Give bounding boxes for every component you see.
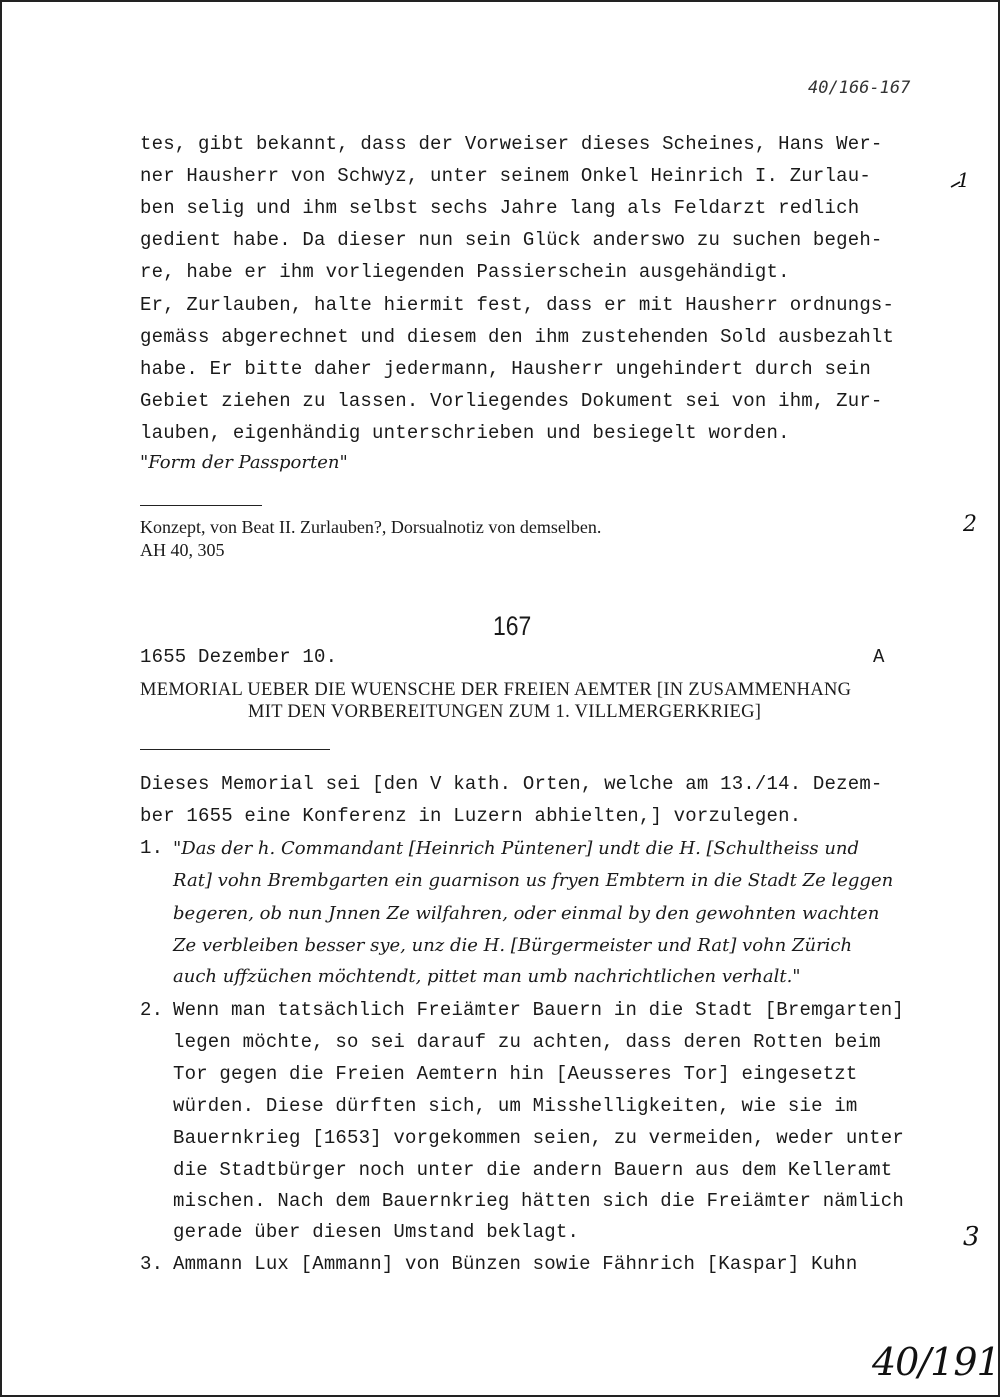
item-line: mischen. Nach dem Bauernkrieg hätten sich die Freiämter nämlich	[173, 1190, 904, 1212]
item-number: 1.	[140, 837, 164, 859]
doc166-line: ner Hausherr von Schwyz, unter seinem Onkel Heinrich I. Zurlau-	[140, 165, 871, 187]
doc166-line: habe. Er bitte daher jedermann, Hausherr ungehindert durch sein	[140, 358, 871, 380]
document-title: MIT DEN VORBEREITUNGEN ZUM 1. VILLMERGERKRIEG]	[248, 702, 762, 722]
margin-mark-1: 1	[957, 168, 970, 192]
doc166-line: gedient habe. Da dieser nun sein Glück anderswo zu suchen begeh-	[140, 229, 883, 251]
doc166-line: re, habe er ihm vorliegenden Passierschein ausgehändigt.	[140, 261, 790, 283]
doc166-line: Gebiet ziehen zu lassen. Vorliegendes Dokument sei von ihm, Zur-	[140, 390, 883, 412]
item-line: legen möchte, so sei darauf zu achten, dass deren Rotten beim	[173, 1031, 881, 1053]
source-note: Konzept, von Beat II. Zurlauben?, Dorsualnotiz von demselben.	[140, 517, 602, 537]
item-line: Wenn man tatsächlich Freiämter Bauern in die Stadt [Bremgarten]	[173, 999, 904, 1021]
document-number: 167	[493, 611, 532, 641]
margin-mark-2: 2	[963, 512, 977, 537]
item-line: auch uffzüchen möchtendt, pittet man umb nachrichtlichen verhalt."	[173, 966, 801, 987]
item-line: Ammann Lux [Ammann] von Bünzen sowie Fähnrich [Kaspar] Kuhn	[173, 1253, 858, 1275]
doc166-line: lauben, eigenhändig unterschrieben und besiegelt worden.	[140, 422, 790, 444]
handwritten-folio: 40/191	[872, 1340, 1000, 1384]
item-line: Rat] vohn Brembgarten ein guarnison us fryen Embtern in die Stadt Ze leggen	[173, 870, 894, 891]
page-reference: 40/166-167	[808, 78, 911, 98]
doc166-line: Er, Zurlauben, halte hiermit fest, dass er mit Hausherr ordnungs-	[140, 294, 895, 316]
item-number: 3.	[140, 1253, 164, 1275]
document-type-letter: A	[873, 646, 885, 668]
item-line: die Stadtbürger noch unter die andern Bauern aus dem Kelleramt	[173, 1159, 893, 1181]
doc166-line: gemäss abgerechnet und diesem den ihm zustehenden Sold ausbezahlt	[140, 326, 895, 348]
intro-line: ber 1655 eine Konferenz in Luzern abhielten,] vorzulegen.	[140, 805, 802, 827]
document-title: MEMORIAL UEBER DIE WUENSCHE DER FREIEN AEMTER [IN ZUSAMMENHANG	[140, 680, 852, 700]
item-line: Ze verbleiben besser sye, unz die H. [Bürgermeister und Rat] vohn Zürich	[173, 935, 853, 956]
intro-line: Dieses Memorial sei [den V kath. Orten, welche am 13./14. Dezem-	[140, 773, 883, 795]
doc166-line: ben selig und ihm selbst sechs Jahre lang als Feldarzt redlich	[140, 197, 860, 219]
margin-stroke-icon	[950, 180, 966, 188]
item-line: Bauernkrieg [1653] vorgekommen seien, zu vermeiden, weder unter	[173, 1127, 904, 1149]
footnote-rule	[140, 505, 262, 506]
item-line: würden. Diese dürften sich, um Misshelligkeiten, wie sie im	[173, 1095, 858, 1117]
item-number: 2.	[140, 999, 164, 1021]
document-date: 1655 Dezember 10.	[140, 646, 338, 668]
margin-mark-3: 3	[963, 1222, 980, 1252]
doc166-line: tes, gibt bekannt, dass der Vorweiser dieses Scheines, Hans Wer-	[140, 133, 883, 155]
archive-reference: AH 40, 305	[140, 540, 225, 560]
item-line: begeren, ob nun Jnnen Ze wilfahren, oder einmal by den gewohnten wachten	[173, 903, 880, 924]
title-rule	[140, 749, 330, 750]
doc166-quote: "Form der Passporten"	[140, 452, 348, 473]
item-line: "Das der h. Commandant [Heinrich Püntener] undt die H. [Schultheiss und	[173, 838, 860, 859]
item-line: gerade über diesen Umstand beklagt.	[173, 1221, 580, 1243]
item-line: Tor gegen die Freien Aemtern hin [Aeusseres Tor] eingesetzt	[173, 1063, 858, 1085]
